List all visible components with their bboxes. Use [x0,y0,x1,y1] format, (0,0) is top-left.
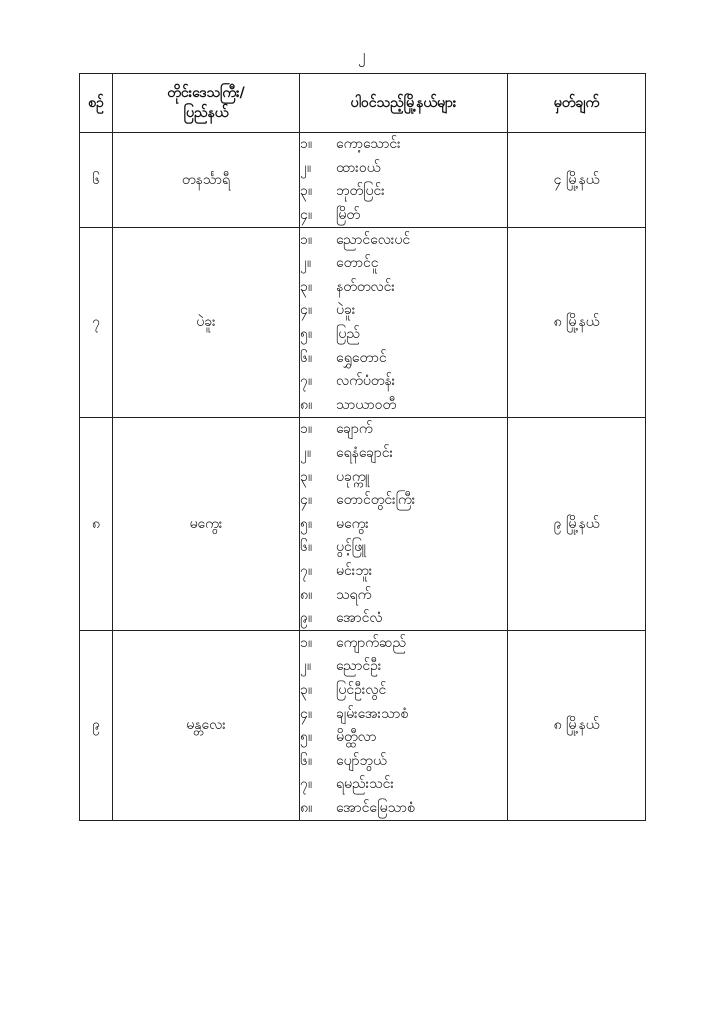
township-item [300,157,507,181]
township-number: ၇။ [300,776,313,793]
township-name: ပြည် [336,326,360,343]
township-number: ၃။ [300,681,313,698]
header-region [113,74,300,133]
table-row [80,133,646,228]
township-item [300,513,507,537]
township-item [300,536,507,560]
township-name: ဘုတ်ပြင်း [336,183,385,200]
header-towns: ပါဝင်သည့်မြို့နယ်များ [300,74,508,133]
township-item [300,702,507,726]
township-number: ၅။ [300,515,313,532]
remark-cell: ၄ မြို့နယ် [508,133,646,228]
remark-cell: ၉ မြို့နယ် [508,418,646,631]
township-number: ၈။ [300,799,313,816]
township-number: ၅။ [300,729,313,746]
remark-cell: ၈ မြို့နယ် [508,631,646,821]
township-item [300,370,507,394]
township-item [300,560,507,584]
township-name: မကွေး [336,515,369,532]
township-name: ပခုက္ကူ [336,468,370,485]
township-item [300,228,507,252]
township-item [300,607,507,631]
region-township-table [79,73,646,821]
township-number: ၁။ [300,136,313,153]
row-number-cell: ၆ [80,133,113,228]
table-header-row [80,74,646,133]
township-item [300,323,507,347]
township-name: လက်ပံတန်း [336,373,396,390]
township-number: ၃။ [300,278,313,295]
township-item [300,442,507,466]
township-number: ၉။ [300,610,313,627]
township-name: အောင်လံ [336,610,383,627]
header-region-line2: ပြည်နယ် [183,105,229,121]
table-body [80,133,646,821]
township-number: ၃။ [300,183,313,200]
township-number: ၇။ [300,373,313,390]
table-row [80,228,646,418]
township-name: ချမ်းအေးသာစံ [336,705,409,722]
townships-cell [300,631,508,821]
township-name: ညောင်ဦး [336,658,382,675]
township-name: အောင်မြေသာစံ [336,799,415,816]
township-item [300,797,507,821]
township-name: ထားဝယ် [336,159,381,176]
township-item [300,583,507,607]
township-item [300,749,507,773]
row-number-cell: ၇ [80,228,113,418]
township-name: သာယာဝတီ [336,396,397,413]
township-name: ရေနံချောင်း [336,445,394,462]
township-number: ၆။ [300,752,313,769]
township-number: ၂။ [300,658,312,675]
township-number: ၂။ [300,255,312,272]
township-item [300,655,507,679]
township-number: ၈။ [300,396,313,413]
township-number: ၂။ [300,159,312,176]
township-item [300,204,507,228]
township-number: ၁။ [300,421,313,438]
township-name: မိတ္ထီလာ [336,729,377,746]
township-name: တောင်တွင်းကြီး [336,492,416,509]
township-name: ပျော်ဘွယ် [336,752,387,769]
township-number: ၄။ [300,492,313,509]
township-item [300,631,507,655]
header-no: စဉ် [80,74,113,133]
region-name-cell: မန္တလေး [113,631,300,821]
township-item [300,679,507,703]
township-number: ၂။ [300,445,312,462]
township-item [300,489,507,513]
township-name: မြိတ် [336,207,360,224]
township-name: သရက် [336,586,372,603]
township-item [300,394,507,418]
township-name: ကော့သောင်း [336,136,401,153]
township-item [300,418,507,442]
townships-cell [300,133,508,228]
region-name-cell: ပဲခူး [113,228,300,418]
township-name: ရွှေတောင် [336,349,387,366]
townships-cell [300,228,508,418]
township-item [300,252,507,276]
region-name-cell: တနင်္သာရီ [113,133,300,228]
township-item [300,180,507,204]
township-number: ၃။ [300,468,313,485]
table-row [80,418,646,631]
remark-cell: ၈ မြို့နယ် [508,228,646,418]
township-name: ချောက် [336,421,373,438]
township-item [300,133,507,157]
table-row [80,631,646,821]
township-name: ကျောက်ဆည် [336,634,407,651]
township-number: ၆။ [300,349,313,366]
township-item [300,465,507,489]
township-name: ညောင်လေးပင် [336,231,411,248]
township-number: ၈။ [300,586,313,603]
township-name: မင်းဘူး [336,562,373,579]
township-number: ၄။ [300,302,313,319]
township-name: ရမည်းသင်း [336,776,394,793]
township-number: ၁။ [300,634,313,651]
township-item [300,276,507,300]
township-number: ၅။ [300,326,313,343]
township-name: ပွင့်ဖြူ [336,539,367,556]
township-number: ၄။ [300,207,313,224]
township-item [300,726,507,750]
page-number: ၂ [357,46,366,64]
township-name: တောင်ငူ [336,255,379,272]
townships-cell [300,418,508,631]
township-number: ၄။ [300,705,313,722]
township-item [300,346,507,370]
township-number: ၇။ [300,562,313,579]
row-number-cell: ၈ [80,418,113,631]
region-name-cell: မကွေး [113,418,300,631]
township-name: ပဲခူး [336,302,356,319]
township-name: နတ်တလင်း [336,278,395,295]
township-name: ပြင်ဦးလွင် [336,681,387,698]
header-region-line1: တိုင်းဒေသကြီး/ [167,85,245,101]
township-item [300,773,507,797]
header-remark: မှတ်ချက် [508,74,646,133]
township-item [300,299,507,323]
township-number: ၁။ [300,231,313,248]
township-number: ၆။ [300,539,313,556]
row-number-cell: ၉ [80,631,113,821]
